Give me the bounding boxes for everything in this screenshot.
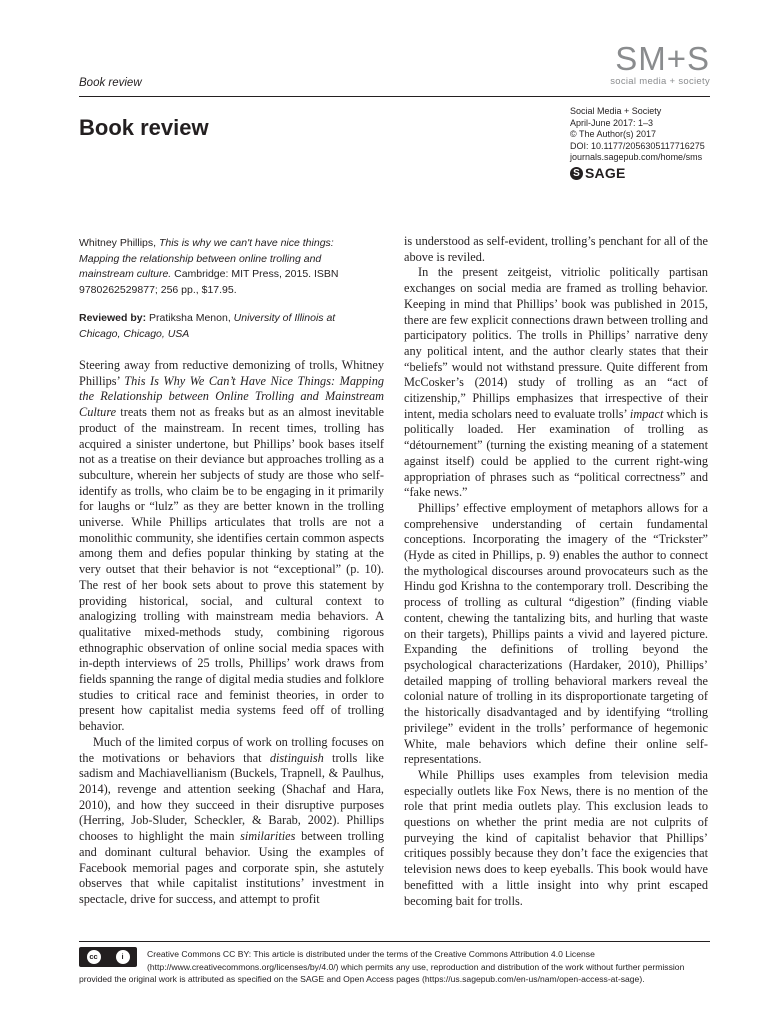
page-title: Book review — [79, 115, 209, 140]
license-line-3: provided the original work is attributed as specified on the SAGE and Open Access pages (https://us.sagepub.com/en-us/nam/open-access-at-sage). — [79, 974, 645, 985]
logo-mark: SM+S — [615, 40, 710, 77]
journal-issue: April-June 2017: 1–3 — [570, 117, 654, 128]
attribution-icon: i — [116, 950, 130, 964]
body-paragraph-continued: is understood as self-evident, trolling’s penchant for all of the above is reviled. — [404, 234, 708, 264]
journal-meta — [570, 106, 705, 180]
reviewer-affiliation: University of Illinois at Chicago, Chicago, USA — [79, 312, 336, 340]
journal-doi[interactable]: DOI: 10.1177/2056305117716275 — [570, 140, 705, 151]
journal-copyright: © The Author(s) 2017 — [570, 129, 657, 140]
body-column-right — [404, 234, 708, 909]
logo-subtitle: social media + society — [610, 76, 710, 87]
book-citation — [79, 236, 375, 298]
license-line-1: Creative Commons CC BY: This article is distributed under the terms of the Creative Commons Attribution 4.0 License — [147, 949, 595, 959]
header-rule — [79, 96, 710, 97]
publisher-logo — [570, 164, 705, 181]
body-column-left — [79, 358, 384, 908]
body-paragraph: In the present zeitgeist, vitriolic politically partisan exchanges on social media are framed as trolling behavior. Keeping in mind that Phillips’ book was published in 2015, there are few explicit connections drawn between trolling and participatory politics. The trolls in Phillips’ narrative deny any political intent, and the author clearly states that their “beliefs” would not withstand pressure. Quite different from McCosker’s (2014) study of trolling as an “act of citizenship,” Phillips emphasizes that irrespective of their intent, media scholars need to evaluate trolls’ impact which is politically loaded. Her examination of trolling as “détournement” (turning the existing meaning of a statement against itself) could be applied to the current right-wing appropriation of phrases such as “political correctness” and “fake news.” — [404, 265, 708, 500]
footer-rule — [79, 941, 710, 942]
publisher-name: SAGE — [585, 164, 626, 181]
book-title-inline: This Is Why We Can’t Have Nice Things: Mapping the Relationship between Online Trolling and Mainstream Culture — [79, 373, 385, 420]
body-paragraph: While Phillips uses examples from television media especially outlets like Fox News, there is no mention of the role that print media outlets play. This exclusion leads to questions on whether the print media are not culprits of purveying the kind of capitalist behavior that Phillips’ critiques possibly because they don’t face the exigencies that television news does to keep eyeballs. This book would have benefitted with a little insight into why print escaped becoming bait for trolls. — [404, 767, 708, 908]
journal-name: Social Media + Society — [570, 106, 662, 116]
license-notice — [79, 948, 710, 986]
body-paragraph: Much of the limited corpus of work on trolling focuses on the motivations or behaviors that distinguish trolls like sadism and Machiavellianism (Buckels, Trapnell, & Paulhus, 2014), revenge and attention seeking (Shachaf and Hara, 2010), and how they succeed in their disruptive purposes (Herring, Job-Sluder, Scheckler, & Barab, 2002). Phillips chooses to highlight the main similarities between trolling and dominant cultural behavior. Using the examples of Facebook memorial pages and corporate spin, she astutely observes that while capitalist institutions’ investment in spectacle, drive for success, and attempt to profit — [79, 734, 385, 906]
book-title: This is why we can't have nice things: Mapping the relationship between online trolling and mainstream culture. — [79, 237, 334, 280]
body-paragraph: Steering away from reductive demonizing of trolls, Whitney Phillips’ This Is Why We Can’t Have Nice Things: Mapping the Relationship between Online Trolling and Mainstream Culture treats them not as freaks but as an almost inevitable product of the mainstream. In recent times, trolling has acquired a sinister undertone, but Phillips’ book bases itself not as a treatise on their deviance but approaches trolling as a subculture, wherein her subjects of study are those who self-identify as trolls, who claim be to be engaging in it primarily for laughs or “lulz” as they are better known in the trolling universe. While Phillips articulates that trolls are not a monolithic community, she identifies certain common aspects among them and defies popular thinking by stating at the very outset that their behavior is not “exceptional” (p. 10). The rest of her book sets about to prove this statement by providing historical, social, and cultural context to analogizing trolling with mainstream media behaviors. A qualitative mixed-methods study, combining rigorous ethnographic observation of online social media spaces with in-depth interviews of 25 trolls, Phillips’ work draws from fields spanning the range of digital media studies and folklore studies to critical race and feminist theories, in order to present how capitalist media systems feed off of trolling behavior. — [79, 358, 385, 734]
running-head: Book review — [79, 77, 142, 89]
reviewer-line — [79, 311, 375, 342]
journal-logo — [610, 42, 710, 87]
reviewer-name: Pratiksha Menon, — [149, 312, 231, 324]
book-author: Whitney Phillips, — [79, 237, 157, 249]
reviewer-label: Reviewed by: — [79, 312, 147, 324]
body-paragraph: Phillips’ effective employment of metaphors allows for a comprehensive understanding of certain fundamental conceptions. Incorporating the imagery of the “Trickster” (Hyde as cited in Phillips, p. 9) enables the author to connect the mythological discourses around provocateurs such as the Hindu god Krishna to the contemporary troll. Describing the process of trolling as cultural “digestion” (finding viable content, chewing the tantalizing bits, and hurling that waste on their targets), Phillips paints a vivid and layered picture. Expanding the definitions of trolling beyond the psychological characterizations (Hardaker, 2010), Phillips’ detailed mapping of trolling behavioral markers reveal the colonial nature of trolling in its disproportionate targeting of the historically disadvantaged and by identifying “trolling privilege” evident in the trolls’ performance of hegemonic White, male behaviors which define their online self-representations. — [404, 500, 708, 767]
book-details: Cambridge: MIT Press, 2015. ISBN 9780262529877; 256 pp., $17.95. — [79, 268, 339, 296]
journal-url[interactable]: journals.sagepub.com/home/sms — [570, 152, 703, 163]
license-line-2: (http://www.creativecommons.org/licenses/by/4.0/) which permits any use, reproduction and distribution of the work without further permission — [147, 961, 685, 972]
creative-commons-icon: cc — [87, 950, 101, 964]
sage-icon: S — [570, 167, 583, 180]
